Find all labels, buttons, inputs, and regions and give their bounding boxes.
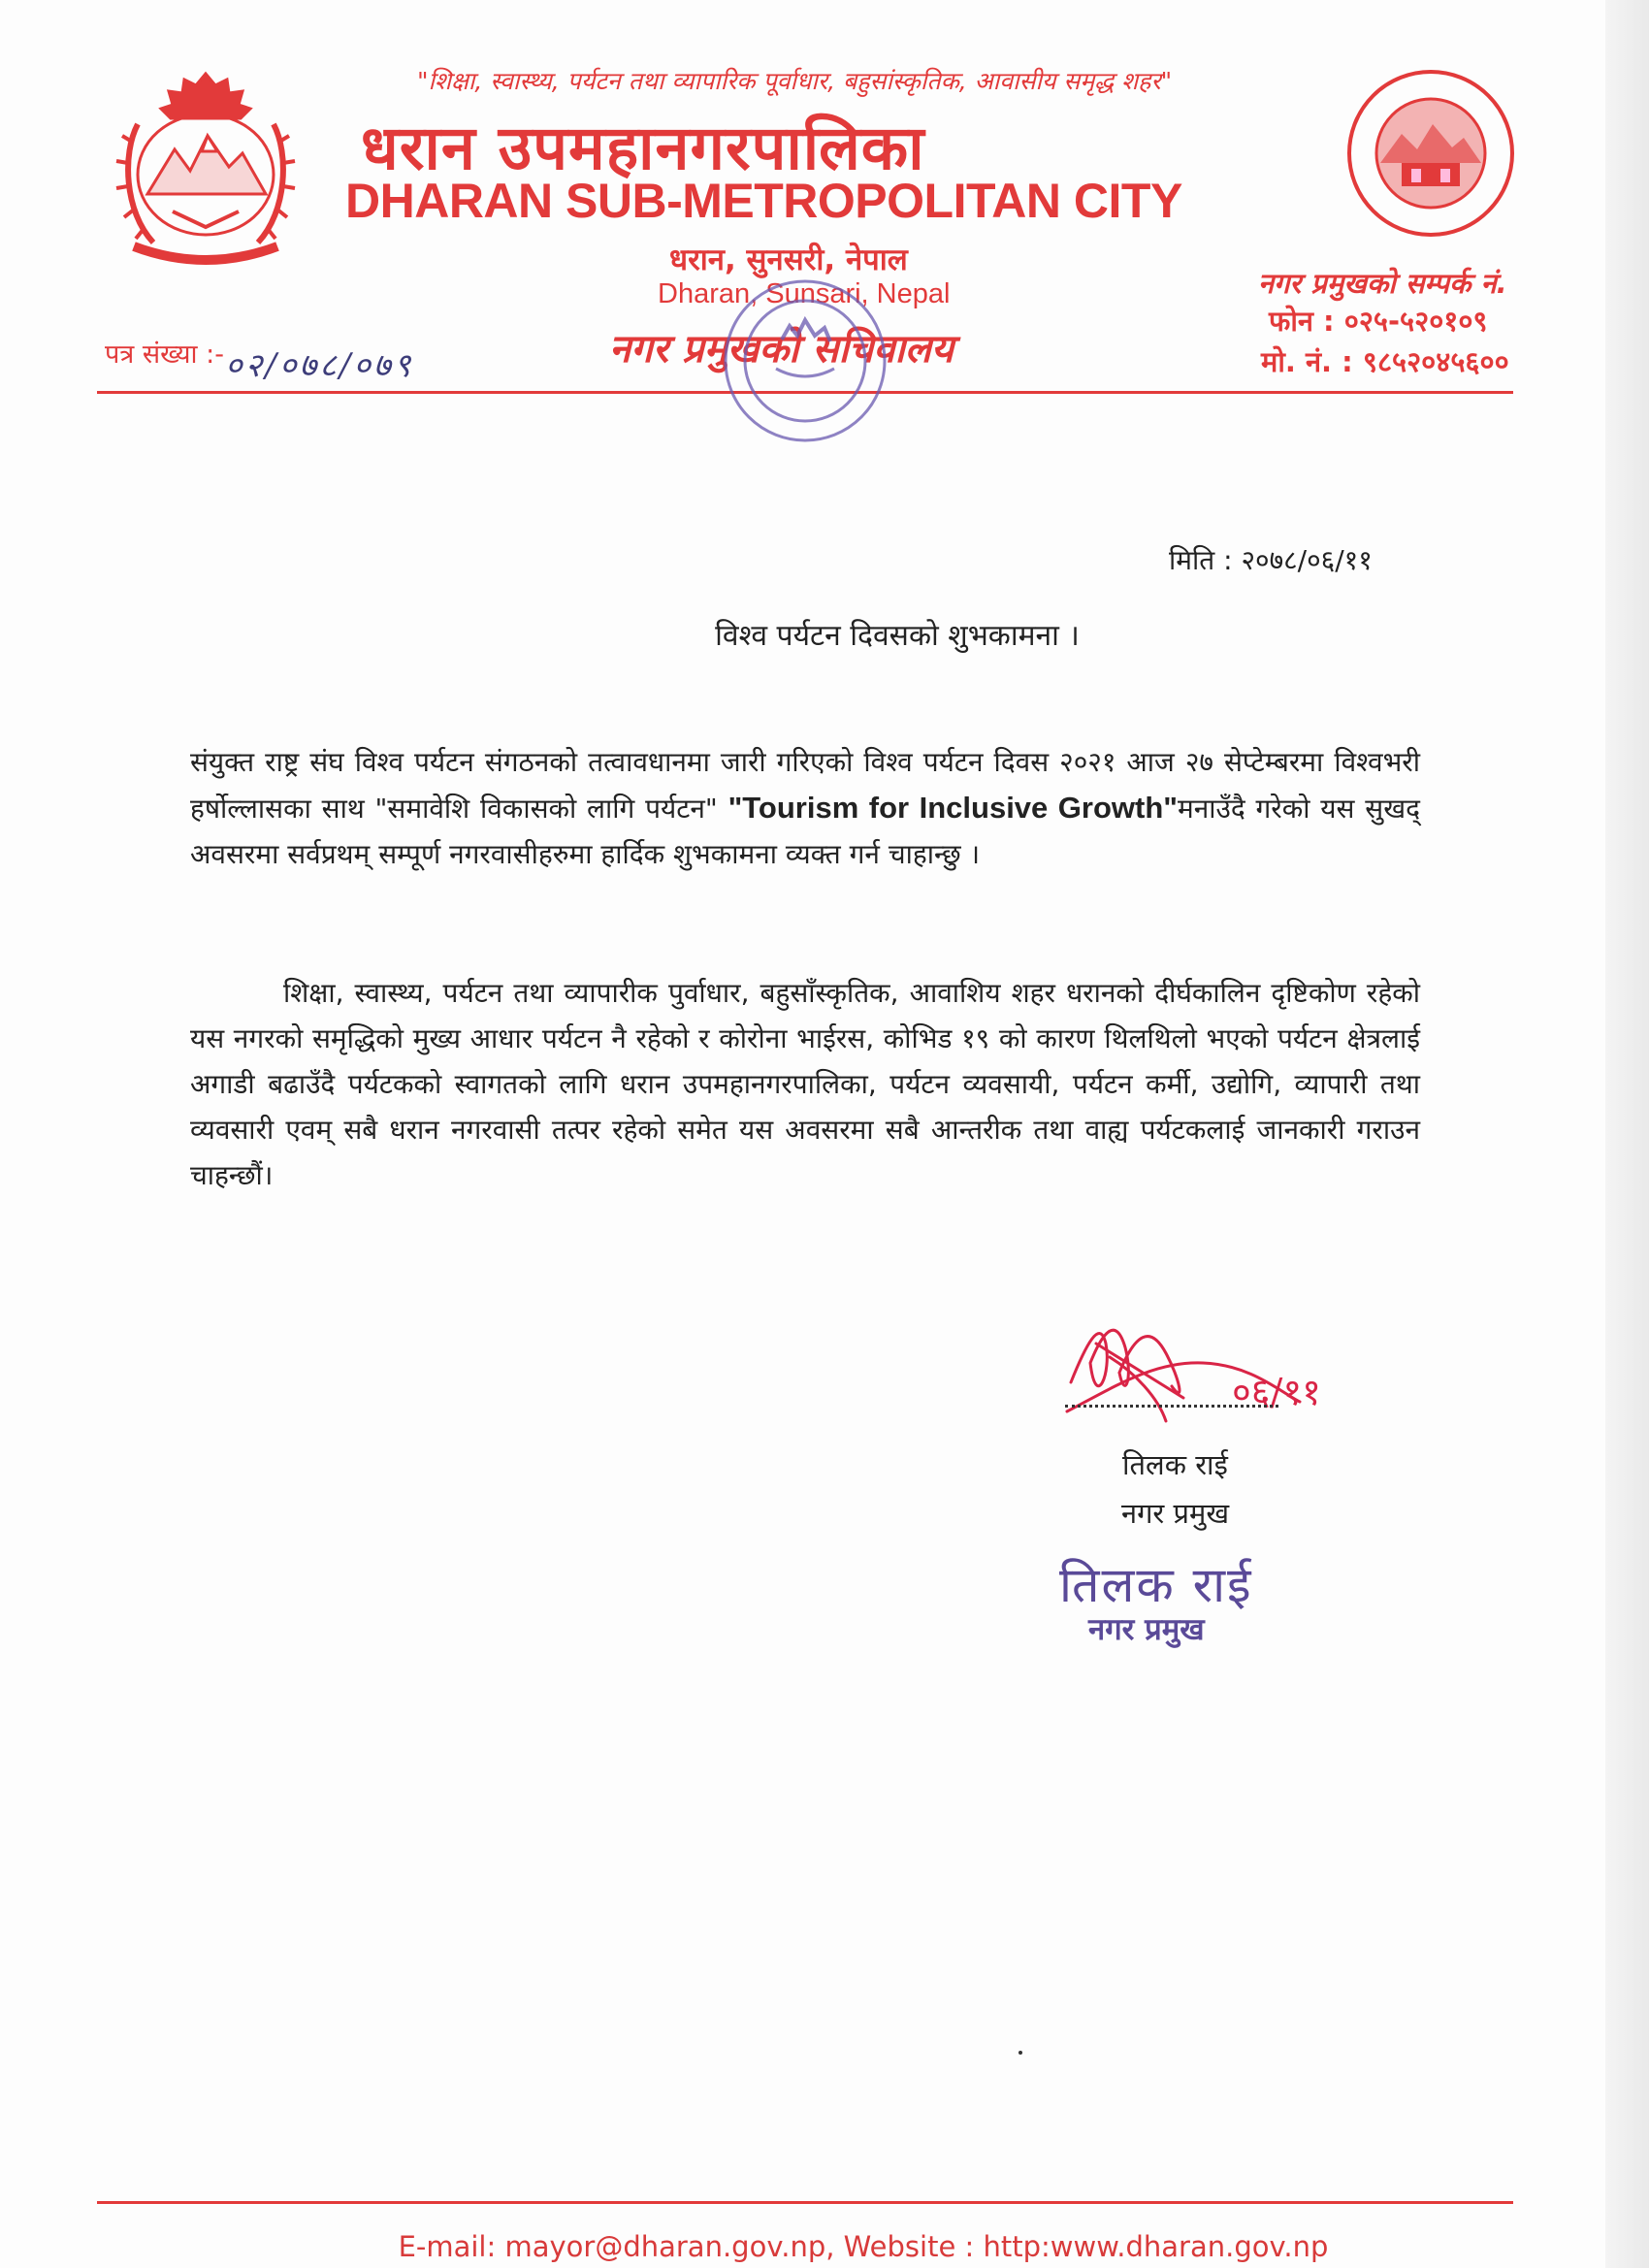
body-paragraph-1 <box>190 739 1420 877</box>
signature-line <box>1065 1405 1278 1408</box>
reference-number-label: पत्र संख्या :- <box>105 340 224 370</box>
reference-number-value: ०२/०७८/०७९ <box>225 346 414 385</box>
mayor-contact-heading: नगर प्रमुखको सम्पर्क नं. <box>1258 267 1507 300</box>
city-motto: "शिक्षा, स्वास्थ्य, पर्यटन तथा व्यापारिक पूर्वाधार, बहुसांस्कृतिक, आवासीय समृद्ध शहर" <box>417 67 1173 95</box>
english-theme-text: "Tourism for Inclusive Growth" <box>728 791 1178 825</box>
phone-number: फोन : ०२५-५२०१०९ <box>1269 305 1488 338</box>
city-name-nepali: धरान उपमहानगरपालिका <box>361 113 925 183</box>
city-name-english: DHARAN SUB-METROPOLITAN CITY <box>345 174 1182 228</box>
signatory-title: नगर प्रमुख <box>1121 1497 1230 1530</box>
mobile-number: मो. नं. : ९८५२०४५६०० <box>1261 345 1509 378</box>
title-stamp: नगर प्रमुख <box>1088 1612 1205 1647</box>
page-edge-shadow <box>1605 0 1649 2268</box>
paragraph-1-text-a: संयुक्त राष्ट्र संघ विश्व पर्यटन संगठनको तत्वावधानमा जारी गरिएको विश्व पर्यटन दिवस २०२१ आज २७ सेप्टेम्बरमा विश्वभरी हर्षोल्लासका साथ "समावेशि विकासको लागि पर्यटन" <box>190 746 1420 825</box>
address-nepali: धरान, सुनसरी, नेपाल <box>669 243 908 277</box>
body-paragraph-2: शिक्षा, स्वास्थ्य, पर्यटन तथा व्यापारीक पुर्वाधार, बहुसाँस्कृतिक, आवाशिय शहर धरानको दीर्घकालिन दृष्टिकोण रहेको यस नगरको समृद्धिको मुख्य आधार पर्यटन नै रहेको र कोरोना भाईरस, कोभिड १९ को कारण थिलथिलो भएको पर्यटन क्षेत्रलाई अगाडी बढाउँदै पर्यटकको स्वागतको लागि धरान उपमहानगरपालिका, पर्यटन व्यवसायी, पर्यटन कर्मी, उद्योगि, व्यापारी तथा व्यवसारी एवम् सबै धरान नगरवासी तत्पर रहेको समेत यस अवसरमा सबै आन्तरीक तथा वाह्य पर्यटकलाई जानकारी गराउन चाहन्छौं। <box>190 977 1420 1191</box>
footer-divider <box>97 2201 1513 2204</box>
address-english: Dharan, Sunsari, Nepal <box>658 278 951 309</box>
paragraph-1-text-b: मनाउँदै गरेको यस सुखद् अवसरमा सर्वप्रथम् सम्पूर्ण नगरवासीहरुमा हार्दिक शुभकामना व्यक्त गर्न चाहान्छु । <box>190 793 1420 870</box>
signatory-name: तिलक राई <box>1122 1448 1228 1481</box>
nepal-emblem-logo <box>114 66 297 270</box>
name-stamp: तिलक राई <box>1059 1557 1253 1613</box>
scan-speck <box>1018 2051 1022 2055</box>
letter-subject: विश्व पर्यटन दिवसको शुभकामना । <box>715 619 1080 653</box>
signature-date: ०६/११ <box>1232 1371 1321 1413</box>
footer-contact: E-mail: mayor@dharan.gov.np, Website : http:www.dharan.gov.np <box>398 2230 1329 2263</box>
letter-date: मिति : २०७८/०६/११ <box>1169 544 1373 576</box>
municipality-seal-logo <box>1343 66 1518 241</box>
office-round-stamp <box>689 272 922 504</box>
office-name: नगर प्रमुखको सचिवालय <box>609 327 954 372</box>
